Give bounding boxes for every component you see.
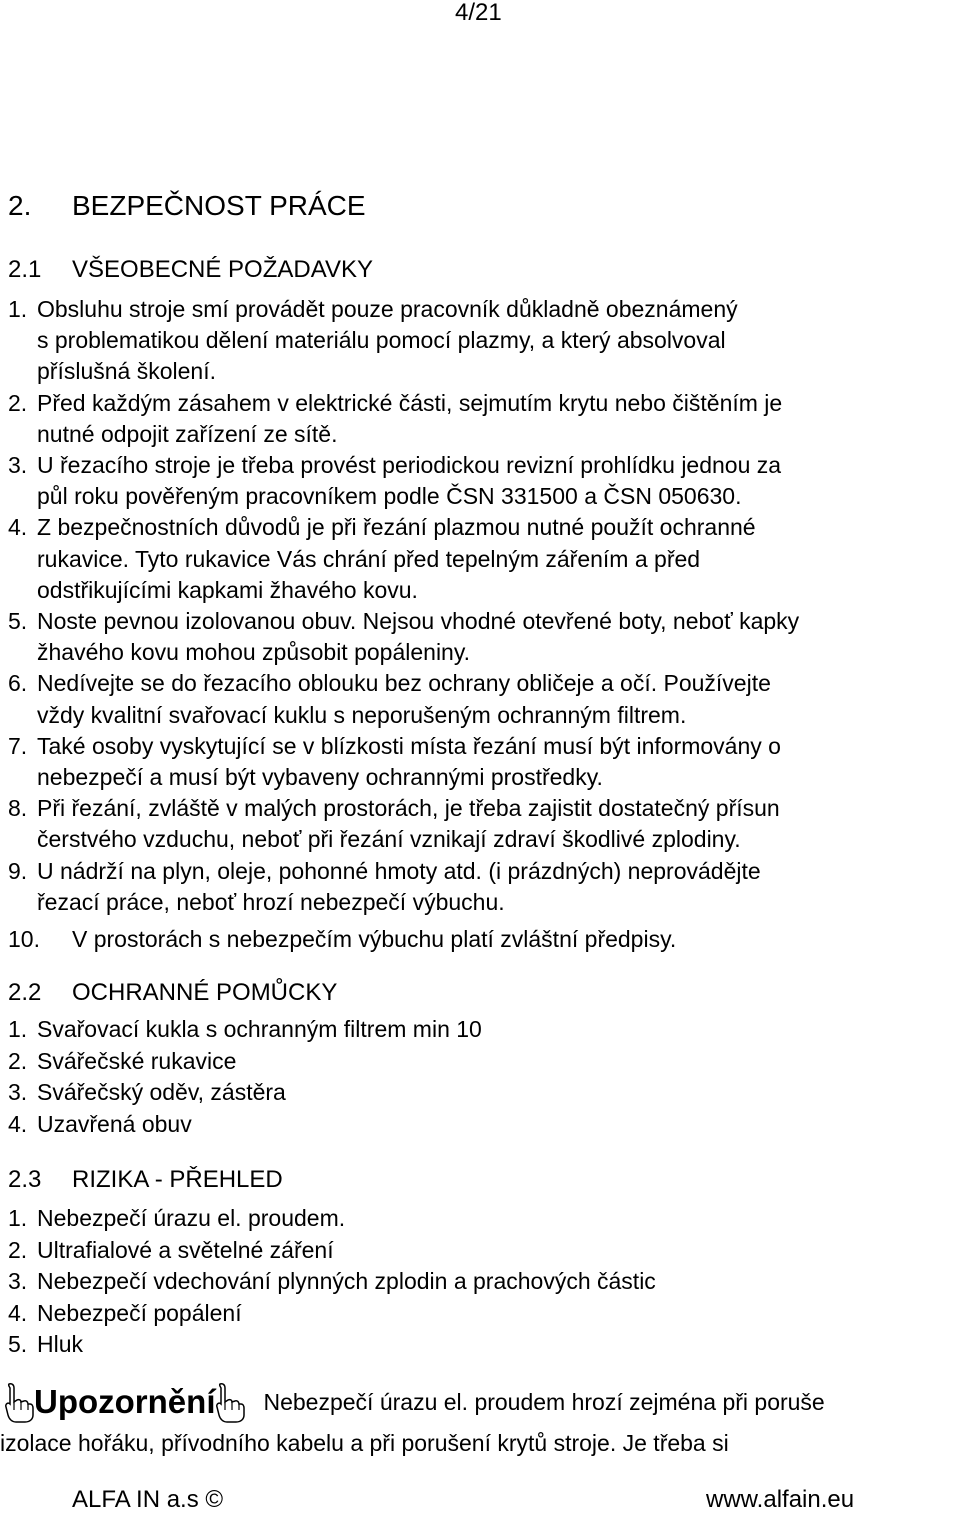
item-number: 5. bbox=[8, 608, 28, 634]
item-number: 10. bbox=[8, 926, 40, 952]
warning-title: Upozornění bbox=[34, 1383, 216, 1420]
list-item-continuation: s problematikou dělení materiálu pomocí plazmy, a který absolvoval bbox=[37, 327, 726, 353]
subsection-title: OCHRANNÉ POMŮCKY bbox=[72, 979, 338, 1006]
list-item-continuation: žhavého kovu mohou způsobit popáleniny. bbox=[37, 639, 471, 665]
item-number: 4. bbox=[8, 514, 28, 540]
subsection-title: RIZIKA - PŘEHLED bbox=[72, 1166, 283, 1193]
item-number: 1. bbox=[8, 1016, 28, 1042]
pointing-hand-icon bbox=[4, 1382, 34, 1424]
warning-text-continued: izolace hořáku, přívodního kabelu a při porušení krytů stroje. Je třeba si bbox=[0, 1430, 729, 1456]
list-item-continuation: nutné odpojit zařízení ze sítě. bbox=[37, 421, 338, 447]
list-item-continuation: vždy kvalitní svařovací kuklu s neporušeným ochranným filtrem. bbox=[37, 702, 687, 728]
list-item-continuation: příslušná školení. bbox=[37, 358, 216, 384]
item-text: Nedívejte se do řezacího oblouku bez ochrany obličeje a očí. Používejte bbox=[37, 670, 771, 696]
item-text: Svařovací kukla s ochranným filtrem min 10 bbox=[37, 1016, 482, 1042]
list-item-continuation: půl roku pověřeným pracovníkem podle ČSN 331500 a ČSN 050630. bbox=[37, 483, 742, 509]
subsection-number: 2.2 bbox=[8, 979, 42, 1006]
item-text: Noste pevnou izolovanou obuv. Nejsou vhodné otevřené boty, neboť kapky bbox=[37, 608, 800, 634]
footer-company: ALFA IN a.s © bbox=[72, 1486, 224, 1513]
list-item-continuation: nebezpečí a musí být vybaveny ochrannými prostředky. bbox=[37, 764, 603, 790]
item-text: Z bezpečnostních důvodů je při řezání plazmou nutné použít ochranné bbox=[37, 514, 756, 540]
list-item bbox=[8, 856, 761, 887]
item-number: 5. bbox=[8, 1331, 28, 1357]
item-text: Uzavřená obuv bbox=[37, 1110, 192, 1137]
item-text: U řezacího stroje je třeba provést periodickou revizní prohlídku jednou za bbox=[37, 452, 782, 478]
list-item bbox=[8, 294, 738, 325]
warning-text: Nebezpečí úrazu el. proudem hrozí zejména při poruše bbox=[263, 1389, 825, 1415]
item-number: 1. bbox=[8, 296, 28, 322]
warning-row bbox=[4, 1380, 825, 1424]
item-number: 3. bbox=[8, 1079, 28, 1105]
item-text: Hluk bbox=[37, 1331, 84, 1357]
item-text: Ultrafialové a světelné záření bbox=[37, 1236, 334, 1263]
list-item bbox=[8, 1014, 482, 1045]
list-item bbox=[8, 1109, 192, 1140]
list-item bbox=[8, 1235, 334, 1266]
list-item bbox=[8, 1203, 345, 1234]
list-item bbox=[8, 1077, 286, 1108]
item-text: Před každým zásahem v elektrické části, sejmutím krytu nebo čištěním je bbox=[37, 390, 783, 416]
item-text: Nebezpečí úrazu el. proudem. bbox=[37, 1205, 346, 1231]
item-number: 8. bbox=[8, 795, 28, 821]
list-item bbox=[8, 924, 676, 955]
list-item bbox=[8, 1266, 656, 1297]
list-item-continuation: rukavice. Tyto rukavice Vás chrání před tepelným zářením a před bbox=[37, 546, 701, 572]
footer-website[interactable]: www.alfain.eu bbox=[706, 1486, 855, 1513]
section-title: BEZPEČNOST PRÁCE bbox=[72, 190, 366, 221]
item-number: 4. bbox=[8, 1299, 28, 1326]
list-item bbox=[8, 450, 781, 481]
subsection-number: 2.1 bbox=[8, 256, 42, 283]
item-text: Svářečský oděv, zástěra bbox=[37, 1079, 286, 1105]
list-item bbox=[8, 388, 782, 419]
item-number: 3. bbox=[8, 452, 28, 478]
list-item bbox=[8, 512, 756, 543]
item-number: 7. bbox=[8, 733, 28, 759]
list-item bbox=[8, 1046, 236, 1077]
section-number: 2. bbox=[8, 190, 32, 221]
item-number: 9. bbox=[8, 858, 28, 884]
item-text: V prostorách s nebezpečím výbuchu platí zvláštní předpisy. bbox=[72, 926, 677, 952]
subsection-number: 2.3 bbox=[8, 1166, 42, 1193]
item-text: Nebezpečí popálení bbox=[37, 1299, 242, 1326]
item-text: Při řezání, zvláště v malých prostorách, je třeba zajistit dostatečný přísun bbox=[37, 795, 780, 821]
item-number: 2. bbox=[8, 1236, 28, 1263]
item-number: 1. bbox=[8, 1205, 28, 1231]
item-text: Obsluhu stroje smí provádět pouze pracovník důkladně obeznámený bbox=[37, 296, 738, 322]
item-number: 3. bbox=[8, 1268, 28, 1294]
list-item-continuation: odstřikujícími kapkami žhavého kovu. bbox=[37, 577, 418, 603]
list-item-continuation: řezací práce, neboť hrozí nebezpečí výbuchu. bbox=[37, 889, 505, 915]
item-number: 6. bbox=[8, 670, 28, 696]
item-text: Nebezpečí vdechování plynných zplodin a prachových částic bbox=[37, 1268, 656, 1294]
list-item bbox=[8, 1298, 242, 1329]
subsection-title: VŠEOBECNÉ POŽADAVKY bbox=[72, 256, 373, 283]
item-text: Svářečské rukavice bbox=[37, 1047, 237, 1074]
page-number: 4/21 bbox=[455, 0, 502, 26]
item-number: 2. bbox=[8, 1047, 28, 1074]
list-item bbox=[8, 793, 780, 824]
item-number: 2. bbox=[8, 390, 28, 416]
pointing-hand-icon bbox=[215, 1382, 245, 1424]
item-text: U nádrží na plyn, oleje, pohonné hmoty atd. (i prázdných) neprovádějte bbox=[37, 858, 761, 884]
list-item-continuation: čerstvého vzduchu, neboť při řezání vznikají zdraví škodlivé zplodiny. bbox=[37, 826, 741, 852]
list-item bbox=[8, 1329, 83, 1360]
list-item bbox=[8, 606, 799, 637]
list-item bbox=[8, 731, 781, 762]
item-text: Také osoby vyskytující se v blízkosti místa řezání musí být informovány o bbox=[37, 733, 781, 759]
item-number: 4. bbox=[8, 1110, 28, 1137]
list-item bbox=[8, 668, 771, 699]
